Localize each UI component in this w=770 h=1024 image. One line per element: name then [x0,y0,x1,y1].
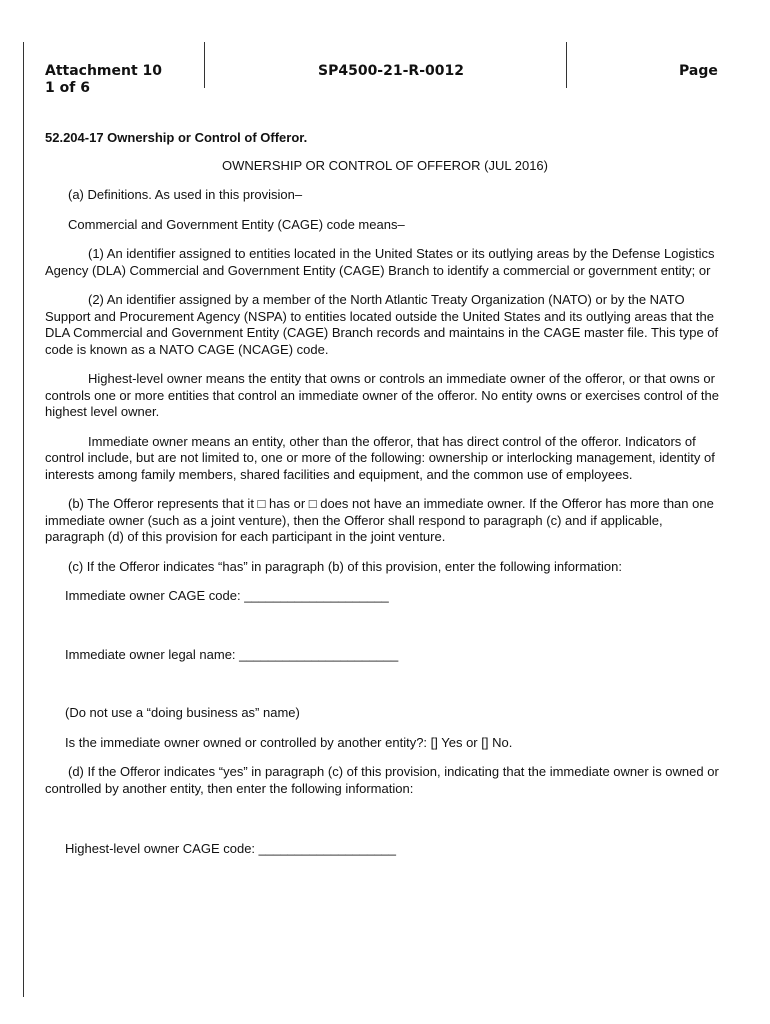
header-attachment [45,63,162,97]
clause-heading: OWNERSHIP OR CONTROL OF OFFEROR (JUL 2016) [221,157,548,173]
highest-level-owner-cage-field: Highest-level owner CAGE code: ___________________ [65,841,397,856]
left-margin-rule [23,42,24,997]
paragraph-d: (d) If the Offeror indicates “yes” in paragraph (c) of this provision, indicating that the immediate owner is owned or controlled by another entity, then enter the following information: [45,764,719,796]
paragraph-b: (b) The Offeror represents that it □ has or □ does not have an immediate owner. If the Offeror has more than one immediate owner (such as a joint venture), then the Offeror shall respond to paragraph (c) and if applicable, paragraph (d) of this provision for each participant in the joint venture. [45,496,714,544]
paragraph-a: (a) Definitions. As used in this provision– [68,187,303,202]
attachment-pages: 1 of 6 [45,80,90,96]
solicitation-number: SP4500-21-R-0012 [318,63,464,79]
cage-item-2: (2) An identifier assigned by a member of the North Atlantic Treaty Organization (NATO) or by the NATO Support and Procurement Agency (NSPA) to entities located outside the United States and its outlying areas that the DLA Commercial and Government Entity (CAGE) Branch records and maintains in the CAGE master file. This type of code is known as a NATO CAGE (NCAGE) code. [45,292,719,357]
page-label: Page [679,63,718,79]
immediate-owner-name-field: Immediate owner legal name: ______________________ [65,646,399,662]
immediate-owner-definition: Immediate owner means an entity, other than the offeror, that has direct control of the offeror. Indicators of control include, but are not limited to, one or more of the following: ownership or interlocking management, identity of interests among family members, shared facilities and equipment, and the common use of employees. [45,433,715,482]
attachment-label: Attachment 10 [45,63,163,79]
immediate-owner-cage-field: Immediate owner CAGE code: ____________________ [65,588,389,603]
clause-title: 52.204-17 Ownership or Control of Offeror. [45,130,308,145]
owned-controlled-question: Is the immediate owner owned or controlled by another entity?: [] Yes or [] No. [65,734,513,750]
header-divider-left [204,42,205,88]
header-divider-right [566,42,567,88]
cage-definition: Commercial and Government Entity (CAGE) code means– [68,216,405,232]
paragraph-c: (c) If the Offeror indicates “has” in paragraph (b) of this provision, enter the following information: [68,558,622,574]
highest-level-owner-definition: Highest-level owner means the entity that owns or controls an immediate owner of the offeror, or that owns or controls one or more entities that control an immediate owner of the offeror. No entity owns or exercises control of the highest level owner. [45,371,719,419]
cage-item-1: (1) An identifier assigned to entities located in the United States or its outlying areas by the Defense Logistics Agency (DLA) Commercial and Government Entity (CAGE) Branch to identify a commercial or government entity; or [45,246,715,278]
dba-note: (Do not use a “doing business as” name) [65,705,300,720]
clause-body [45,130,725,858]
